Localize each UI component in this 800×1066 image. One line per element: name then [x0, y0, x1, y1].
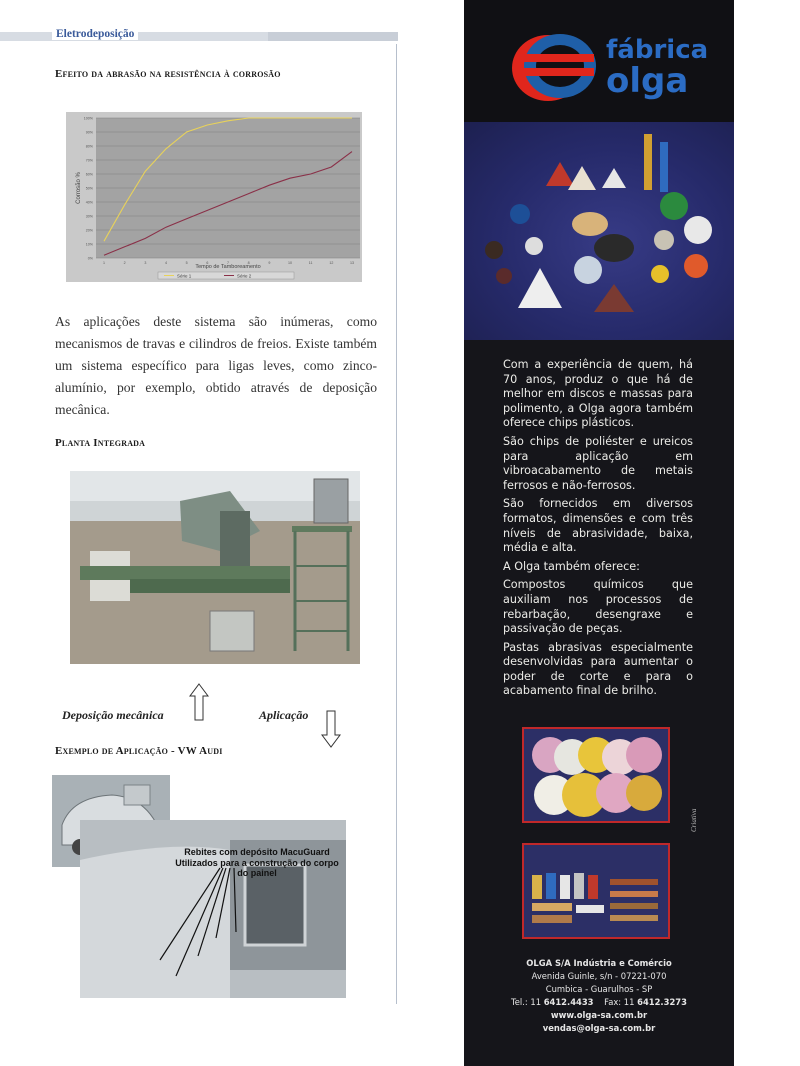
fabrica-olga-logo	[508, 28, 708, 106]
column-divider	[396, 44, 397, 1004]
phone-number: 6412.4433	[543, 997, 594, 1007]
x-tick-label: 8	[247, 261, 250, 265]
polishing-pastes-drawing	[524, 845, 668, 937]
fax-number: 6412.3273	[637, 997, 687, 1007]
logo-text-fabrica: fábrica	[606, 35, 708, 65]
website-link[interactable]: www.olga-sa.com.br	[550, 1010, 648, 1020]
polishing-pastes-photo	[522, 843, 670, 939]
ad-paragraph-5: Compostos químicos que auxiliam nos processos de rebarbação, desengraxe e passivação de peças.	[503, 578, 693, 636]
polishing-discs-drawing	[524, 729, 668, 821]
x-axis-label: Tempo de Tamboreamento	[195, 264, 261, 270]
x-tick-label: 1	[103, 261, 105, 265]
plant-photo	[70, 471, 360, 664]
y-tick-label: 0%	[87, 256, 93, 261]
ad-paragraph-2: São chips de poliéster e ureicos para aplicação em vibroacabamento de metais ferrosos e não-ferrosos.	[503, 434, 693, 492]
x-tick-label: 10	[288, 261, 292, 265]
y-tick-label: 10%	[85, 242, 93, 247]
y-tick-label: 90%	[85, 130, 93, 135]
arrow-up-icon	[188, 682, 210, 722]
phone-fax-line	[464, 996, 734, 1009]
ad-description	[503, 358, 693, 703]
x-tick-label: 7	[227, 261, 229, 265]
ad-paragraph-1: Com a experiência de quem, há 70 anos, produz o que há de melhor em discos e massas para polimento, a Olga agora também oferece chips plásticos.	[503, 358, 693, 430]
email-link[interactable]: vendas@olga-sa.com.br	[542, 1023, 656, 1033]
plant-photo-drawing	[70, 471, 360, 664]
ad-paragraph-4: A Olga também oferece:	[503, 559, 640, 573]
header-bar-accent	[268, 32, 398, 41]
phone-label: Tel.: 11	[511, 997, 542, 1007]
legend-label-1: Série 1	[177, 273, 192, 279]
x-tick-label: 11	[308, 261, 313, 265]
x-tick-label: 5	[185, 261, 188, 265]
y-tick-label: 80%	[85, 144, 93, 149]
x-tick-label: 2	[123, 261, 126, 265]
legend-label-2: Série 2	[237, 273, 252, 279]
ad-footer	[464, 957, 734, 1035]
polishing-discs-photo	[522, 727, 670, 823]
designer-credit: Criativa	[690, 808, 698, 832]
arrow-down-icon	[320, 709, 342, 749]
car-panel-photo	[80, 820, 346, 998]
y-tick-label: 60%	[85, 172, 93, 177]
y-tick-label: 70%	[85, 158, 93, 163]
y-axis-label: Corrosão %	[76, 172, 82, 204]
logo-text-olga: olga	[606, 61, 689, 101]
fax-label: Fax: 11	[604, 997, 635, 1007]
abrasive-chips-photo	[464, 122, 734, 340]
y-tick-label: 30%	[85, 214, 93, 219]
address-line-2: Cumbica - Guarulhos - SP	[545, 984, 653, 994]
x-tick-label: 13	[350, 261, 354, 265]
car-caption: Rebites com depósito MacuGuard Utilizados para a construção do corpo do painel	[175, 847, 339, 878]
x-tick-label: 4	[165, 261, 167, 265]
x-tick-label: 3	[144, 261, 147, 265]
heading-plant: Planta Integrada	[55, 437, 146, 449]
abrasive-chips-drawing	[464, 122, 734, 340]
body-paragraph: As aplicações deste sistema são inúmeras, como mecanismos de travas e cilindros de freios. Existe também um sistema específico para ligas leves, como zinco- alumínio, por exemplo, obtido através de deposição mecânica.	[55, 314, 377, 417]
ad-paragraph-3: São fornecidos em diversos formatos, dimensões e com três níveis de abrasividade, baixa, média e alta.	[503, 497, 693, 555]
heading-example: Exemplo de Aplicação - VW Audi	[55, 745, 223, 757]
heading-abrasion: Efeito da abrasão na resistência à corrosão	[55, 68, 281, 80]
company-name: OLGA S/A Indústria e Comércio	[526, 958, 672, 968]
corrosion-chart	[66, 112, 362, 282]
y-tick-label: 40%	[85, 200, 93, 205]
x-tick-label: 6	[206, 261, 209, 265]
section-label: Eletrodeposição	[52, 28, 138, 40]
address-line-1: Avenida Guinle, s/n - 07221-070	[531, 971, 667, 981]
label-deposicao-mecanica: Deposição mecânica	[62, 708, 164, 722]
y-tick-label: 20%	[85, 228, 93, 233]
x-tick-label: 12	[329, 261, 334, 265]
y-tick-label: 50%	[85, 186, 93, 191]
y-tick-label: 100%	[83, 116, 93, 121]
x-tick-label: 9	[268, 261, 271, 265]
ad-paragraph-6: Pastas abrasivas especialmente desenvolvidas para aumentar o poder de corte e para o acabamento final de brilho.	[503, 640, 693, 698]
label-aplicacao: Aplicação	[259, 708, 309, 722]
